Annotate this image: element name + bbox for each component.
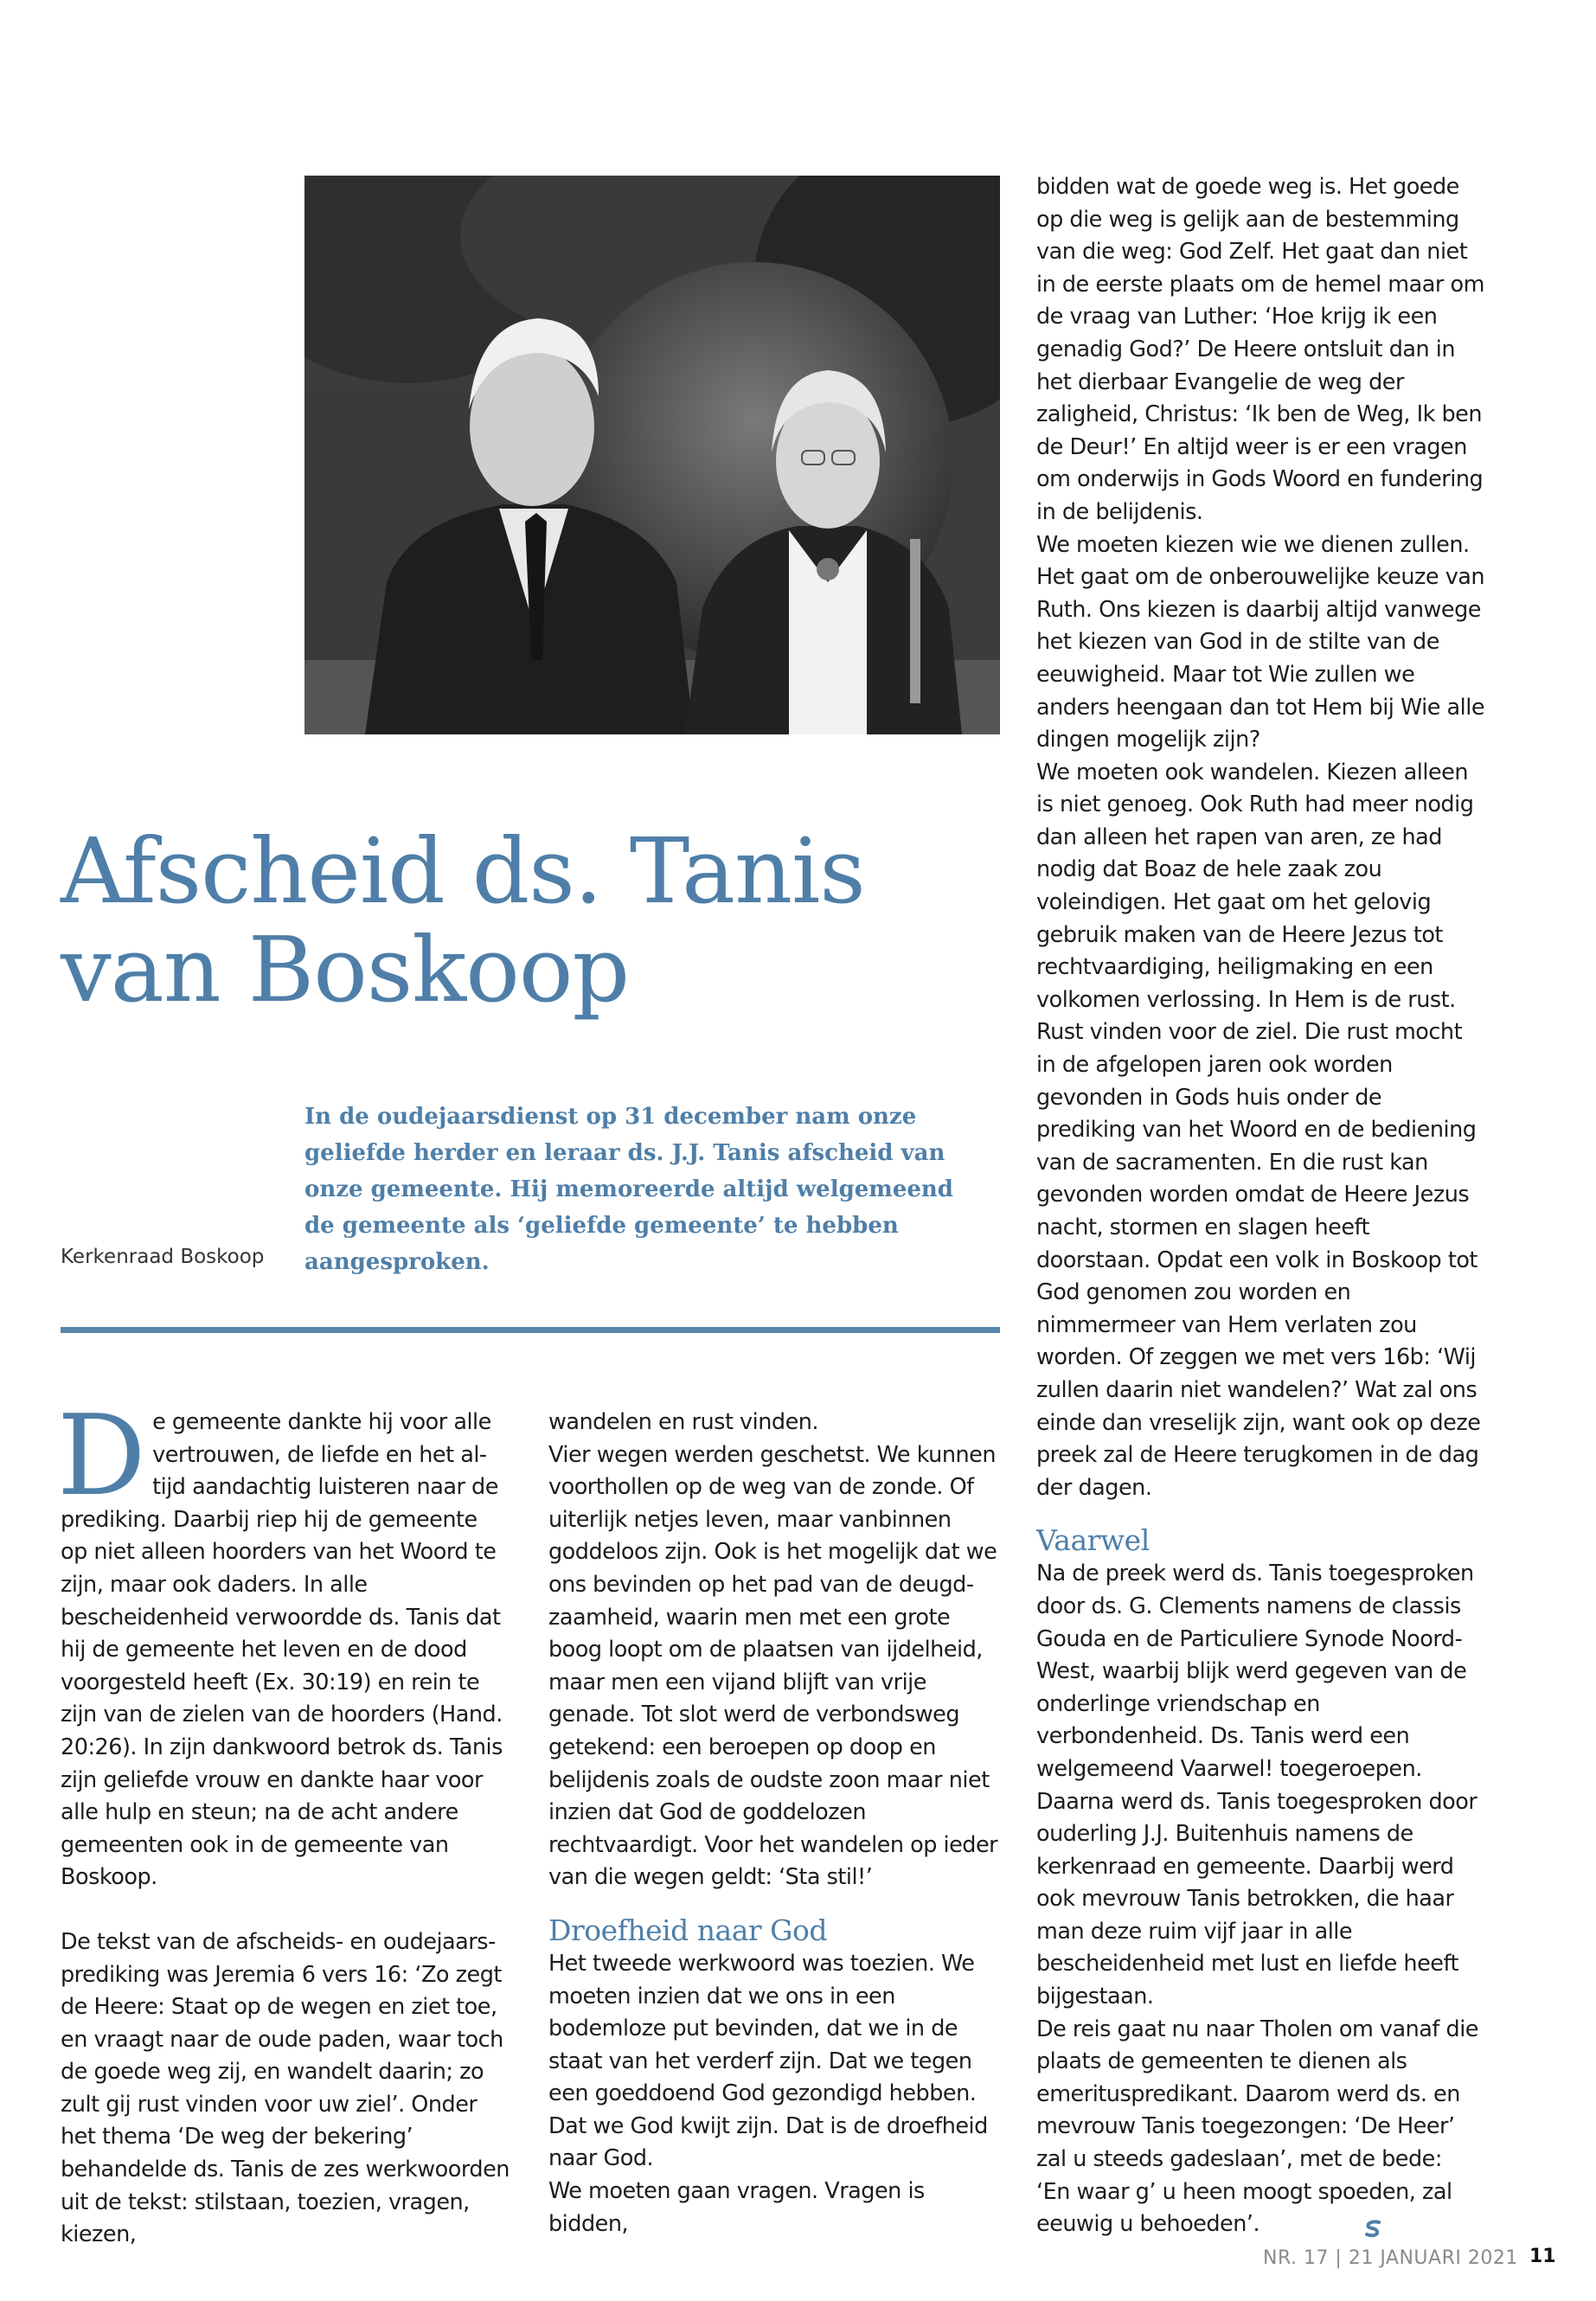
paragraph: bidden wat de goede weg is. Het goede op die weg is gelijk aan de bestemming van die weg: God Zelf. Het gaat dan niet in de eerste plaats om de hemel maar om de vraag van Luther: ‘Hoe krijg ik een genadig God?’ De Heere ontsluit dan in het dierbaar Evangelie de weg der zaligheid, Christus: ‘Ik ben de Weg, Ik ben de Deur!’ En altijd weer is er een vragen om onderwijs in Gods Woord en fundering in de belijdenis. [1036,174,1484,525]
paragraph: De tekst van de afscheids- en oudejaarsprediking was Jeremia 6 vers 16: ‘Zo zegt de Heere: Staat op de wegen en ziet toe, en vraagt naar de oude paden, waar toch de goede weg zij, en wandelt daarin; zo zult gij rust vinden voor uw ziel’. Onder het thema ‘De weg der bekering’ behandelde ds. Tanis de zes werkwoorden uit de tekst: stilstaan, toezien, vragen, kiezen, [61,1928,510,2248]
column-3 [1036,171,1486,2241]
photo-couple-illustration [304,176,1000,734]
paragraph: Na de preek werd ds. Tanis toegesproken door ds. G. Clements namens de classis Gouda en de Particuliere Synode Noord-West, waarbij blijk werd gegeven van de onderlinge vriendschap en verbondenheid. Ds. Tanis werd een welgemeend Vaarwel! toegeroepen. Daarna werd ds. Tanis toegesproken door ouderling J.J. Buitenhuis namens de kerkenraad en gemeente. Daarbij werd ook mevrouw Tanis betrokken, die haar man deze ruim vijf jaar in alle bescheidenheid met lust en liefde heeft bijgestaan. [1036,1561,1477,2010]
paragraph: We moeten kiezen wie we dienen zullen. Het gaat om de onberouwelijke keuze van Ruth. Ons kiezen is daarbij altijd vanwege het kiezen van God in de stilte van de eeuwigheid. Maar tot Wie zullen we anders heengaan dan tot Hem bij Wie alle dingen mogelijk zijn? [1036,531,1485,753]
paragraph: De gemeente dankte hij voor alle vertrouwen, de liefde en het altijd aandachtig luisteren naar de prediking. Daarbij riep hij de gemeente op niet alleen hoorders van het Woord te zijn, maar ook daders. In alle bescheidenheid verwoordde ds. Tanis dat hij de gemeente het leven en de dood voorgesteld heeft (Ex. 30:19) en rein te zijn van de zielen van de hoorders (Hand. 20:26). In zijn dankwoord betrok ds. Tanis zijn geliefde vrouw en dankte haar voor alle hulp en steun; na de acht andere gemeenten ook in de gemeente van Boskoop. [57,1392,503,1891]
subheading-droefheid: Droefheid naar God [548,1913,828,1947]
paragraph: Vier wegen werden geschetst. We kunnen voorthollen op de weg van de zonde. Of uiterlijk netjes leven, maar vanbinnen goddeloos zijn. Ook is het mogelijk dat we ons bevinden op het pad van de deugdzaamheid, waarin men met een grote boog loopt om de plaatsen van ijdelheid, maar men een vijand blijft van vrije genade. Tot slot werd de verbondsweg getekend: een beroepen op doop en belijdenis zoals de oudste zoon maar niet inzien dat God de goddelozen rechtvaardigt. Voor het wandelen op ieder van die wegen geldt: ‘Sta stil!’ [548,1441,998,1891]
paragraph: De reis gaat nu naar Tholen om vanaf die plaats de gemeenten te dienen als emerituspredikant. Daarom werd ds. en mevrouw Tanis toegezongen: ‘De Heer’ zal u steeds gadeslaan’, met de bede: [1036,2016,1478,2173]
title-line-1: Afscheid ds. Tanis [61,818,865,924]
article-title [61,818,977,1022]
subheading-vaarwel: Vaarwel [1036,1523,1150,1558]
article-photo [304,176,1000,734]
column-1 [57,1392,510,2252]
paragraph: We moeten ook wandelen. Kiezen alleen is niet genoeg. Ook Ruth had meer nodig dan alleen het rapen van aren, ze had nodig dat Boaz de hele zaak zou voleindigen. Het gaat om het gelovig gebruik maken van de Heere Jezus tot rechtvaardiging, heiligmaking en een volkomen verlossing. In Hem is de rust. [1036,759,1474,1013]
paragraph: ‘En waar g’ u heen moogt spoeden, zal eeuwig u behoeden’. [1036,2178,1452,2238]
drop-cap: D [57,1392,146,1521]
page-number: 11 [1529,2246,1556,2267]
footer-issue: NR. 17 | 21 JANUARI 2021 [1263,2247,1518,2269]
paragraph: Rust vinden voor de ziel. Die rust mocht in de afgelopen jaren ook worden gevonden in Gods huis onder de prediking van het Woord en de bediening van de sacramenten. En die rust kan gevonden worden omdat de Heere Jezus nacht, stormen en slagen heeft doorstaan. Opdat een volk in Boskoop tot God genomen zou worden en nimmermeer van Hem verlaten zou worden. Of zeggen we met vers 16b: ‘Wij zullen daarin niet wandelen?’ Wat zal ons einde dan vreselijk zijn, want ook op deze preek zal de Heere terugkomen in de dag der dagen. [1036,1019,1481,1501]
paragraph: Het tweede werkwoord was toezien. We moeten inzien dat we ons in een bodemloze put bevinden, dat we in de staat van het verderf zijn. Dat we tegen een goeddoend God gezondigd hebben. Dat we God kwijt zijn. Dat is de droefheid naar God. [548,1950,988,2172]
divider-rule [61,1327,1000,1333]
paragraph: We moeten gaan vragen. Vragen is bidden, [548,2178,925,2237]
title-line-2: van Boskoop [61,917,630,1022]
article-author: Kerkenraad Boskoop [61,1246,265,1268]
column-2 [548,1407,998,2240]
paragraph: wandelen en rust vinden. [548,1409,819,1435]
end-mark-icon [1363,2215,1382,2234]
article-lead: In de oudejaarsdienst op 31 december nam onze geliefde herder en leraar ds. J.J. Tanis afscheid van onze gemeente. Hij memoreerde altijd welgemeend de gemeente als ‘geliefde gemeente’ te hebben aangesproken. [304,1104,953,1275]
